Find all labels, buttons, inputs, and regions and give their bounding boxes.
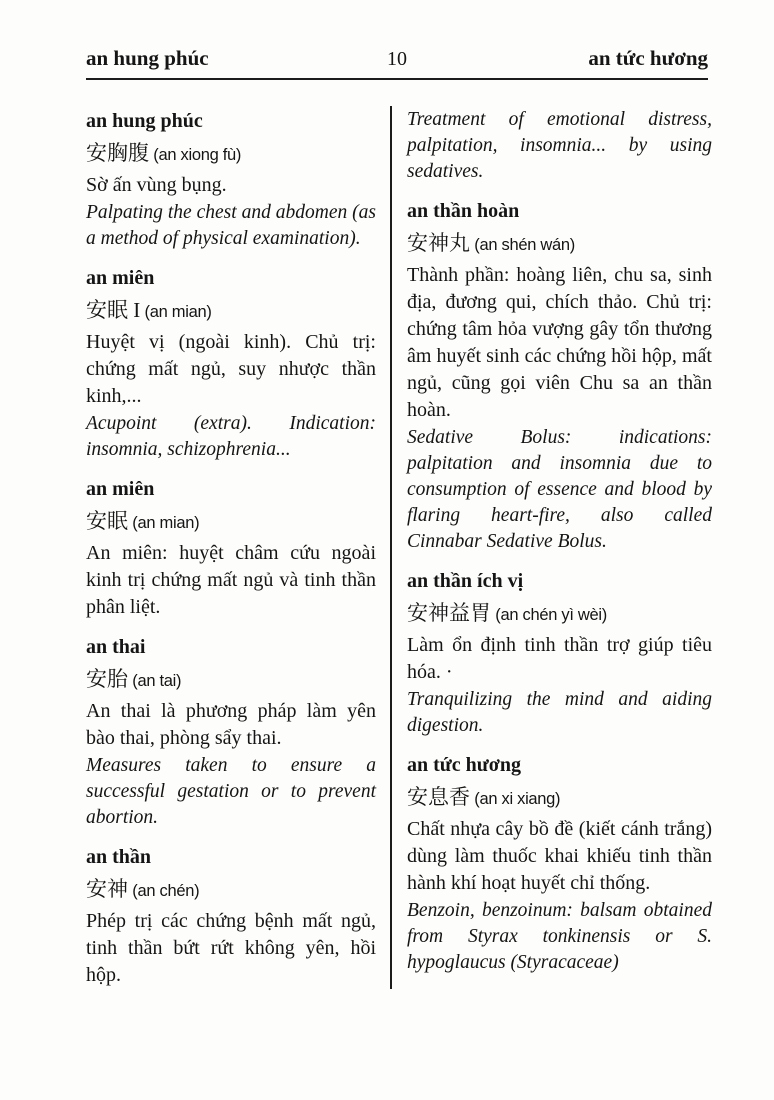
header-guide-word-right: an tức hương xyxy=(588,46,708,70)
hanzi-line xyxy=(407,230,712,259)
hanzi-line xyxy=(86,140,376,169)
chinese-characters: 安神丸 xyxy=(407,231,470,255)
entry-headword: an thần ích vị xyxy=(407,570,524,592)
page-header xyxy=(86,46,708,80)
vietnamese-definition: An miên: huyệt châm cứu ngoài kinh trị chứng mất ngủ và tinh thần phân liệt. xyxy=(86,542,376,618)
hanzi-line xyxy=(86,666,376,695)
pinyin-text: (an tai) xyxy=(128,672,182,690)
entry-headword: an thần xyxy=(86,846,152,868)
vietnamese-definition: Phép trị các chứng bệnh mất ngủ, tinh thần bứt rứt không yên, hồi hộp. xyxy=(86,910,376,986)
header-guide-word-left: an hung phúc xyxy=(86,46,209,70)
vietnamese-definition: Làm ổn định tinh thần trợ giúp tiêu hóa. · xyxy=(407,634,712,683)
hanzi-line xyxy=(407,784,712,813)
chinese-characters: 安眠 xyxy=(86,509,128,533)
chinese-characters: 安眠 I xyxy=(86,298,141,322)
chinese-characters: 安息香 xyxy=(407,785,470,809)
pinyin-text: (an shén wán) xyxy=(470,236,575,254)
english-translation: Palpating the chest and abdomen (as a method of physical examination). xyxy=(86,202,376,249)
pinyin-text: (an chén yì wèi) xyxy=(491,606,607,624)
english-translation: Tranquilizing the mind and aiding digestion. xyxy=(407,689,712,736)
entry-headword: an hung phúc xyxy=(86,110,203,132)
pinyin-text: (an mian) xyxy=(140,303,212,321)
pinyin-text: (an mian) xyxy=(128,514,200,532)
english-translation: Measures taken to ensure a successful gestation or to prevent abortion. xyxy=(86,755,376,828)
chinese-characters: 安神 xyxy=(86,877,128,901)
pinyin-text: (an chén) xyxy=(128,882,200,900)
page-body xyxy=(86,106,712,989)
hanzi-line xyxy=(407,600,712,629)
hanzi-line xyxy=(86,297,376,326)
english-translation: Sedative Bolus: indications: palpitation and insomnia due to consumption of essence and blood by flaring heart-fire, also called Cinnabar Sedative Bolus. xyxy=(407,427,712,552)
column-left xyxy=(86,106,390,989)
vietnamese-definition: Thành phần: hoàng liên, chu sa, sinh địa, đương qui, chích thảo. Chủ trị: chứng tâm hỏa vượng gây tổn thương âm huyết sinh các chứng hồi hộp, mất ngủ, cũng gọi viên Chu sa an thần hoàn. xyxy=(407,264,712,421)
hanzi-line xyxy=(86,508,376,537)
english-translation: Treatment of emotional distress, palpitation, insomnia... by using sedatives. xyxy=(407,109,712,182)
chinese-characters: 安胎 xyxy=(86,667,128,691)
pinyin-text: (an xi xiang) xyxy=(470,790,561,808)
vietnamese-definition: Huyệt vị (ngoài kinh). Chủ trị: chứng mất ngủ, suy nhược thần kinh,... xyxy=(86,331,376,407)
chinese-characters: 安胸腹 xyxy=(86,141,149,165)
entry-headword: an thần hoàn xyxy=(407,200,520,222)
column-right xyxy=(390,106,712,989)
entry-headword: an miên xyxy=(86,478,155,500)
vietnamese-definition: Chất nhựa cây bồ đề (kiết cánh trắng) dùng làm thuốc khai khiếu tinh thần hành khí hoạt huyết chỉ thống. xyxy=(407,818,712,894)
chinese-characters: 安神益胃 xyxy=(407,601,491,625)
vietnamese-definition: An thai là phương pháp làm yên bào thai, phòng sẩy thai. xyxy=(86,700,376,749)
english-translation: Benzoin, benzoinum: balsam obtained from Styrax tonkinensis or S. hypoglaucus (Styracaceae) xyxy=(407,900,712,973)
pinyin-text: (an xiong fù) xyxy=(149,146,242,164)
vietnamese-definition: Sờ ấn vùng bụng. xyxy=(86,174,227,196)
entry-headword: an tức hương xyxy=(407,754,521,776)
entry-headword: an miên xyxy=(86,267,155,289)
page-number: 10 xyxy=(387,48,407,70)
entry-headword: an thai xyxy=(86,636,146,658)
english-translation: Acupoint (extra). Indication: insomnia, schizophrenia... xyxy=(86,413,376,460)
hanzi-line xyxy=(86,876,376,905)
